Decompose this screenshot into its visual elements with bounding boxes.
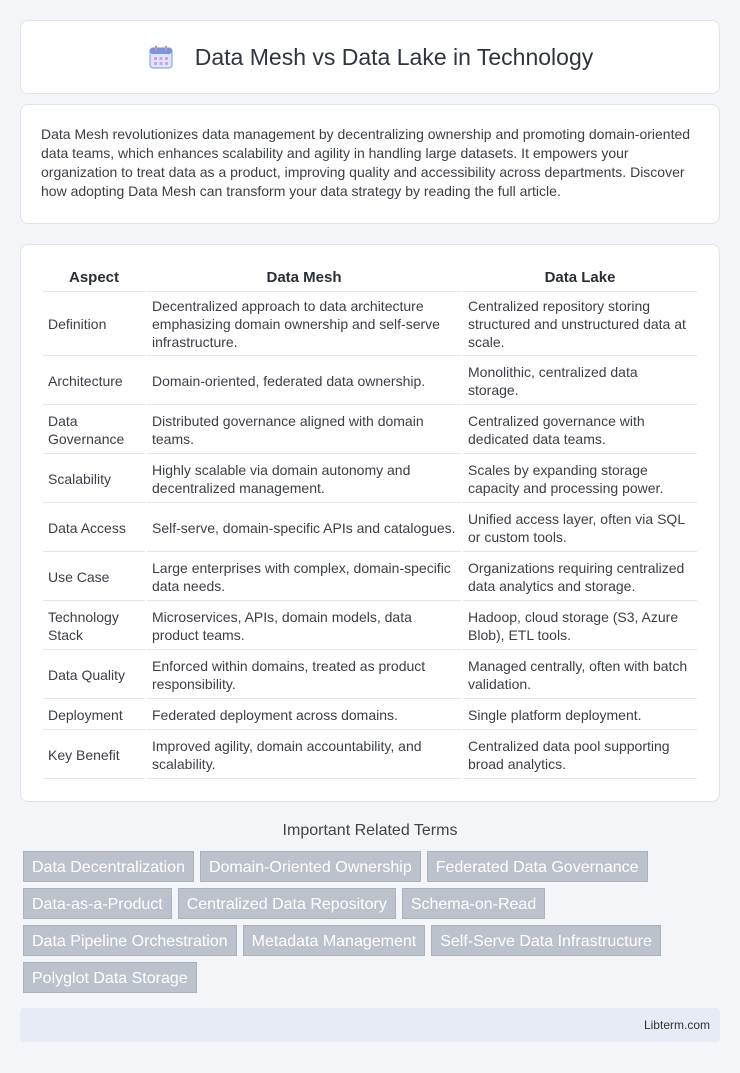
data-lake-cell: Centralized repository storing structured and unstructured data at scale. [463,291,697,356]
page-title: Data Mesh vs Data Lake in Technology [194,43,594,70]
data-mesh-cell: Enforced within domains, treated as product responsibility. [147,652,461,699]
data-mesh-cell: Large enterprises with complex, domain-specific data needs. [147,554,461,601]
table-row [43,603,697,650]
data-lake-cell: Single platform deployment. [463,701,697,730]
data-lake-cell: Centralized data pool supporting broad analytics. [463,732,697,779]
aspect-cell: Deployment [43,701,145,730]
aspect-cell: Data Access [43,505,145,552]
footer-site-link[interactable]: Libterm.com [643,1018,710,1032]
aspect-cell: Definition [43,291,145,356]
data-lake-cell: Unified access layer, often via SQL or custom tools. [463,505,697,552]
header-aspect: Aspect [68,269,120,286]
aspect-cell: Architecture [43,358,145,405]
table-row [43,732,697,779]
table-row [43,456,697,503]
comparison-table [41,265,699,781]
footer [20,1008,720,1042]
related-terms-list [20,851,720,993]
data-lake-cell: Managed centrally, often with batch validation. [463,652,697,699]
related-term-tag[interactable]: Centralized Data Repository [178,888,396,919]
data-mesh-cell: Distributed governance aligned with domain teams. [147,407,461,454]
calendar-icon [147,43,175,71]
aspect-cell: Use Case [43,554,145,601]
related-term-tag[interactable]: Metadata Management [243,925,426,956]
aspect-cell: Key Benefit [43,732,145,779]
table-row [43,291,697,356]
header-data-lake: Data Lake [544,269,616,286]
related-terms-section [20,822,720,993]
comparison-card [20,244,720,802]
related-term-tag[interactable]: Data-as-a-Product [23,888,172,919]
table-row [43,554,697,601]
data-lake-cell: Hadoop, cloud storage (S3, Azure Blob), ETL tools. [463,603,697,650]
related-term-tag[interactable]: Schema-on-Read [402,888,545,919]
table-row [43,358,697,405]
data-lake-cell: Scales by expanding storage capacity and processing power. [463,456,697,503]
data-mesh-cell: Federated deployment across domains. [147,701,461,730]
related-term-tag[interactable]: Self-Serve Data Infrastructure [431,925,661,956]
data-lake-cell: Centralized governance with dedicated data teams. [463,407,697,454]
data-lake-cell: Monolithic, centralized data storage. [463,358,697,405]
data-lake-cell: Organizations requiring centralized data analytics and storage. [463,554,697,601]
table-row [43,701,697,730]
related-term-tag[interactable]: Polyglot Data Storage [23,962,197,993]
header-data-mesh: Data Mesh [266,269,342,286]
aspect-cell: Technology Stack [43,603,145,650]
aspect-cell: Scalability [43,456,145,503]
data-mesh-cell: Self-serve, domain-specific APIs and catalogues. [147,505,461,552]
data-mesh-cell: Highly scalable via domain autonomy and decentralized management. [147,456,461,503]
header-card [20,20,720,94]
table-row [43,505,697,552]
related-term-tag[interactable]: Federated Data Governance [427,851,648,882]
data-mesh-cell: Microservices, APIs, domain models, data product teams. [147,603,461,650]
data-mesh-cell: Improved agility, domain accountability, and scalability. [147,732,461,779]
related-term-tag[interactable]: Data Pipeline Orchestration [23,925,237,956]
related-term-tag[interactable]: Data Decentralization [23,851,194,882]
aspect-cell: Data Quality [43,652,145,699]
related-terms-title: Important Related Terms [282,822,458,839]
intro-card [20,104,720,224]
table-row [43,652,697,699]
aspect-cell: Data Governance [43,407,145,454]
data-mesh-cell: Domain-oriented, federated data ownership. [147,358,461,405]
data-mesh-cell: Decentralized approach to data architecture emphasizing domain ownership and self-serve infrastructure. [147,291,461,356]
intro-text: Data Mesh revolutionizes data management by decentralizing ownership and promoting domain-oriented data teams, which enhances scalability and agility in handling large datasets. It empowers your organization to treat data as a product, improving quality and accessibility across departments. Discover how adopting Data Mesh can transform your data strategy by reading the full article. [41,126,691,199]
table-row [43,407,697,454]
related-term-tag[interactable]: Domain-Oriented Ownership [200,851,421,882]
